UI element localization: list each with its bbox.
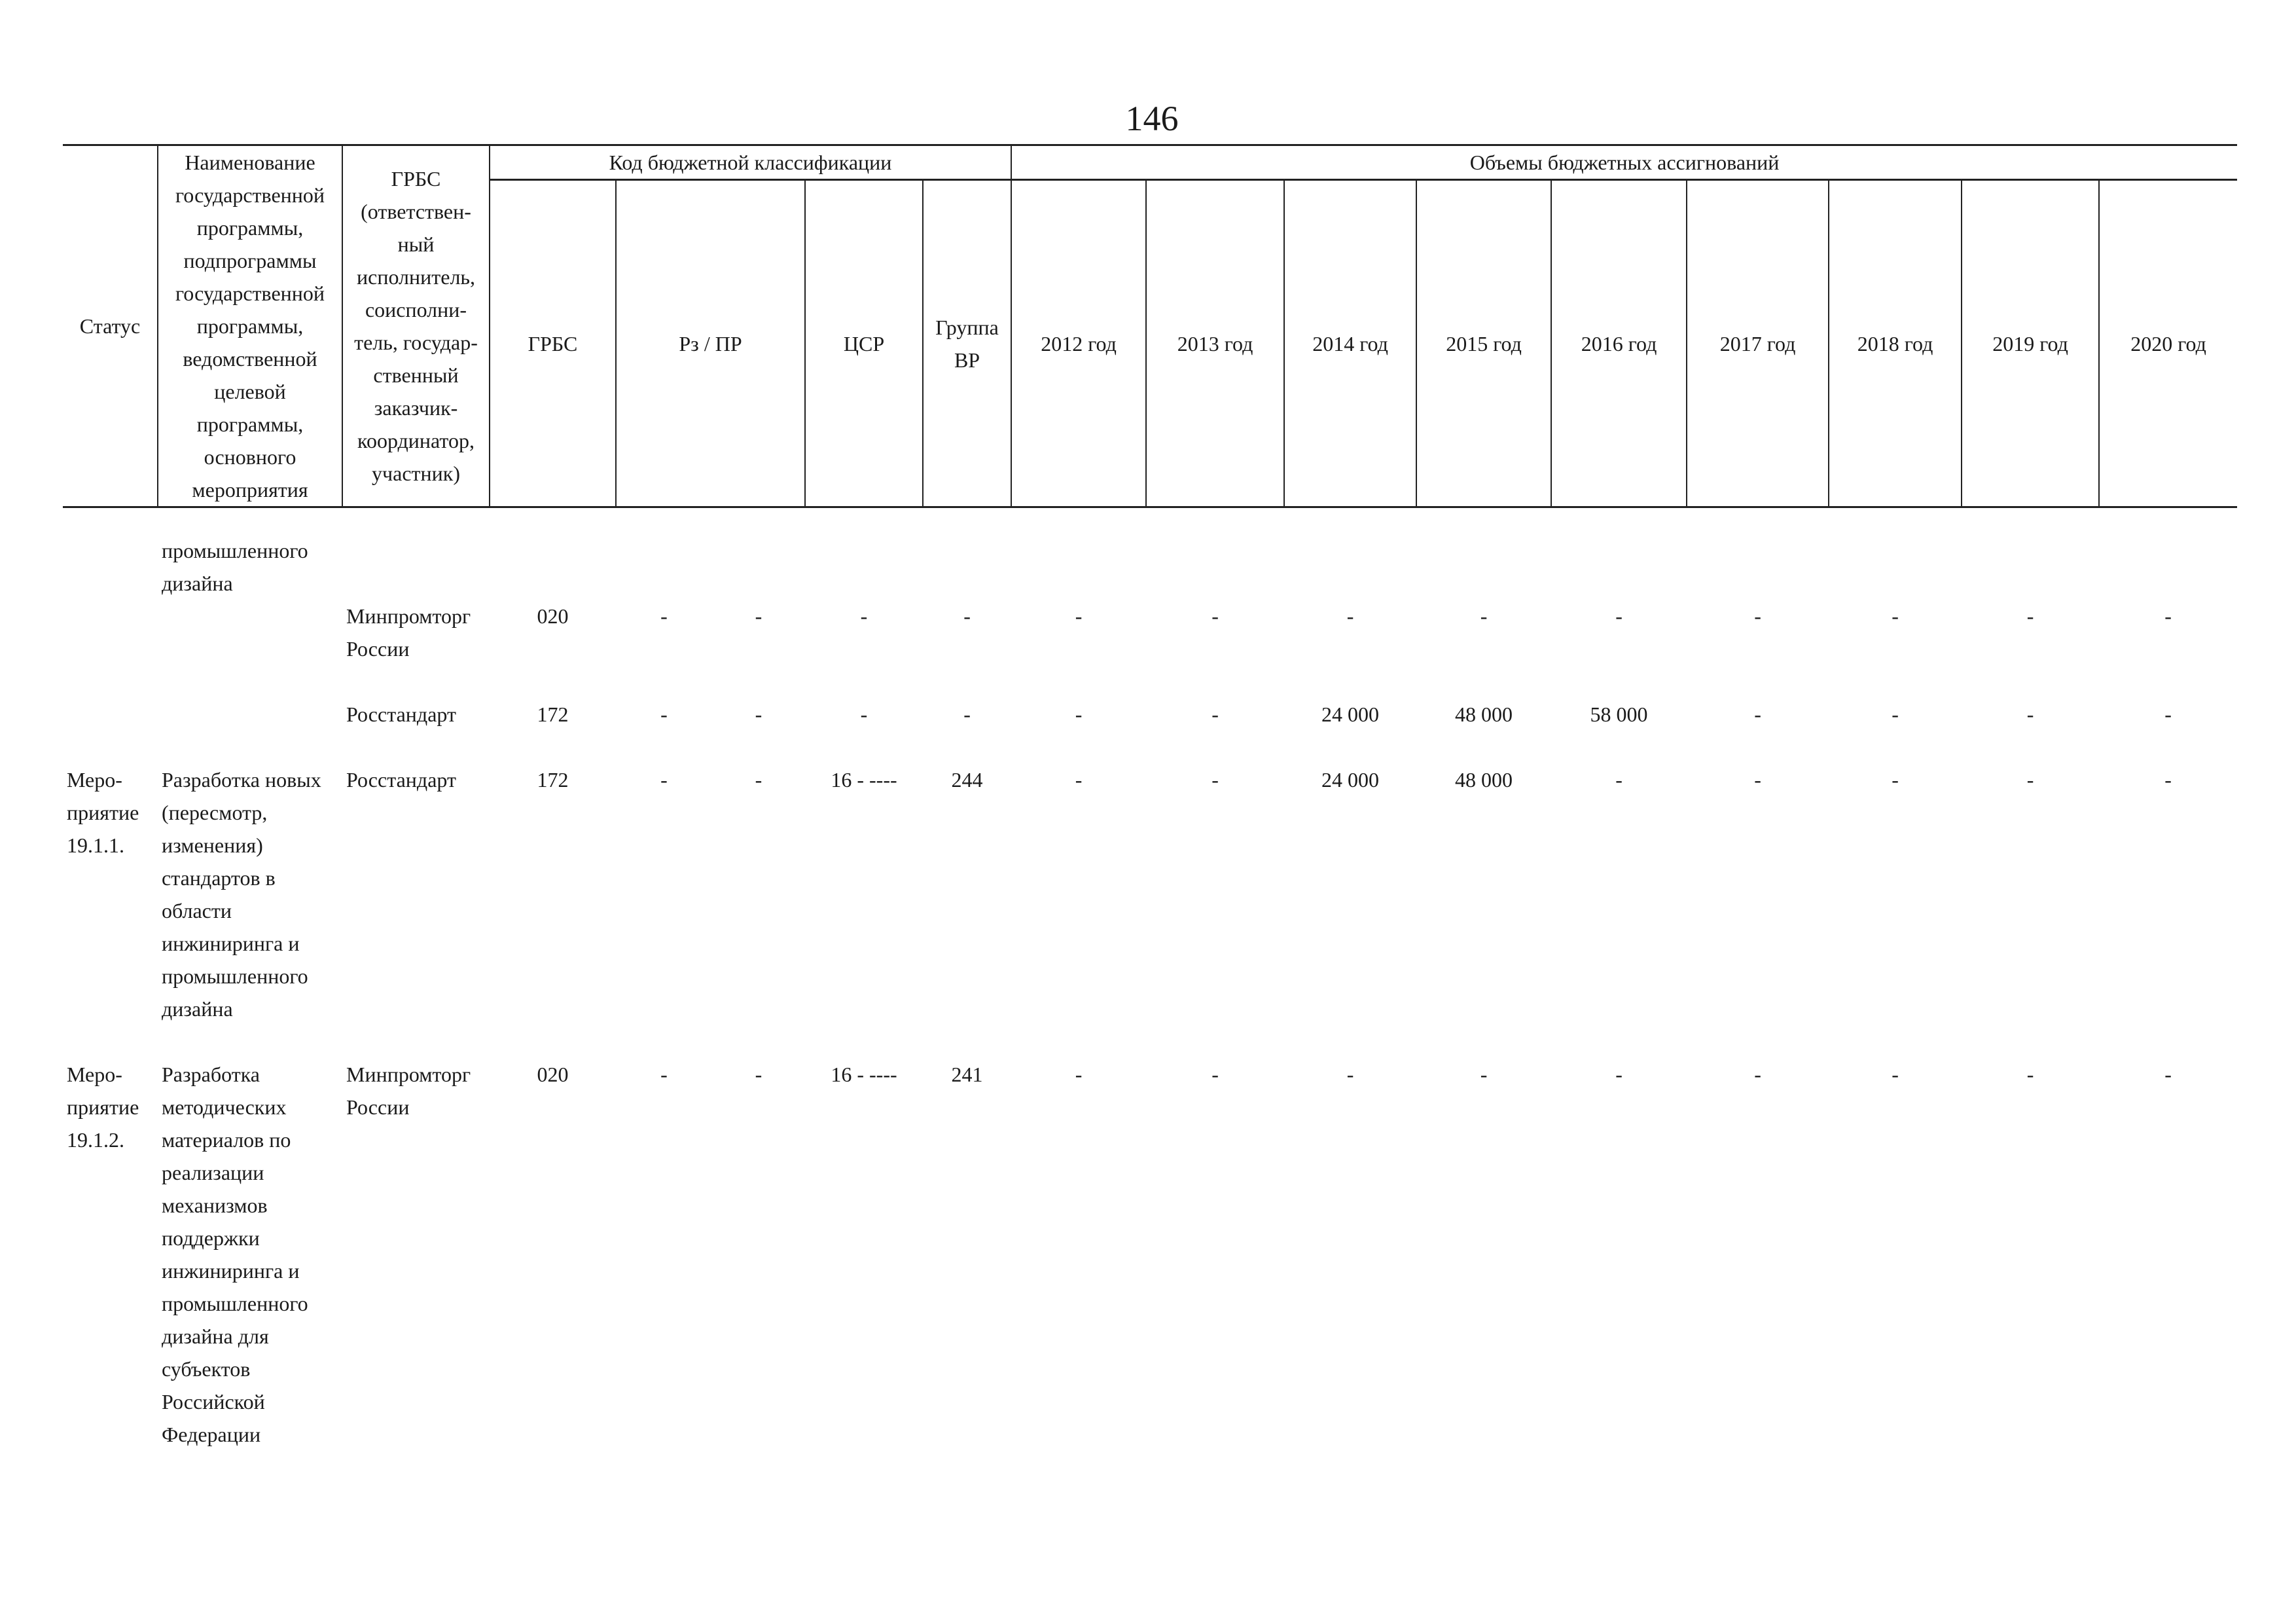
- cell-year: [1416, 534, 1551, 600]
- cell-vr: 241: [951, 1063, 983, 1086]
- header-rz-pr: Рз / ПР: [616, 180, 805, 507]
- header-year: 2018 год: [1829, 180, 1962, 507]
- cell-pr: [712, 534, 805, 600]
- cell-pr: -: [755, 1063, 762, 1086]
- cell-name: Разработка методических материалов по реализации механизмов поддержки инжиниринга и промышленного дизайна для субъектов Российской Федерации: [162, 1063, 308, 1446]
- header-year: 2019 год: [1962, 180, 2099, 507]
- cell-status: [63, 600, 158, 665]
- cell-year: -: [1892, 768, 1899, 792]
- cell-responsible: [342, 534, 490, 600]
- cell-year: [1829, 534, 1962, 600]
- cell-responsible: Минпромторг России: [346, 604, 471, 661]
- cell-year: -: [2026, 604, 2034, 628]
- cell-rz: -: [660, 604, 668, 628]
- page-number: 146: [1125, 99, 1179, 138]
- cell-year: [1687, 534, 1829, 600]
- header-year: 2017 год: [1687, 180, 1829, 507]
- header-year: 2013 год: [1146, 180, 1284, 507]
- cell-year: -: [1075, 1063, 1083, 1086]
- cell-responsible: Минпромторг России: [346, 1063, 471, 1119]
- cell-year: -: [1892, 702, 1899, 726]
- cell-year: -: [1211, 1063, 1219, 1086]
- cell-year: -: [1075, 702, 1083, 726]
- table-row: [63, 763, 2237, 1025]
- cell-year: -: [2164, 768, 2172, 792]
- cell-csr: -: [860, 702, 868, 726]
- cell-year: [1284, 534, 1416, 600]
- table-header: [63, 145, 2237, 507]
- table-row: [63, 1058, 2237, 1451]
- table-row: [63, 600, 2237, 665]
- cell-year: -: [2164, 1063, 2172, 1086]
- cell-vr: -: [963, 702, 971, 726]
- cell-year: -: [1211, 702, 1219, 726]
- cell-year: -: [1615, 604, 1623, 628]
- cell-year: -: [1615, 768, 1623, 792]
- cell-pr: -: [755, 604, 762, 628]
- cell-csr: 16 - ----: [831, 768, 897, 792]
- header-volume-group: Объемы бюджетных ассигнований: [1011, 145, 2237, 180]
- header-status: Статус: [63, 145, 158, 507]
- cell-year: -: [2164, 702, 2172, 726]
- cell-year: -: [1892, 604, 1899, 628]
- header-year: 2012 год: [1011, 180, 1146, 507]
- budget-table: [63, 144, 2237, 1451]
- cell-year: -: [2026, 768, 2034, 792]
- cell-grbs: 020: [537, 604, 569, 628]
- header-code-group: Код бюджетной классификации: [490, 145, 1011, 180]
- cell-vr: -: [963, 604, 971, 628]
- table-row: [63, 698, 2237, 731]
- table-body: [63, 507, 2237, 1451]
- cell-year: -: [1346, 1063, 1354, 1086]
- cell-year: -: [2164, 604, 2172, 628]
- cell-grbs: [490, 534, 616, 600]
- cell-csr: [805, 534, 923, 600]
- cell-grbs: 172: [537, 768, 569, 792]
- cell-year: [1551, 534, 1687, 600]
- header-year: 2015 год: [1416, 180, 1551, 507]
- cell-year: -: [1892, 1063, 1899, 1086]
- cell-name: промышленного дизайна: [162, 539, 308, 595]
- table-row: [63, 534, 2237, 600]
- header-grbs-full: ГРБС (ответствен-ный исполнитель, соисполни-тель, государ-ственный заказчик-координатор, участник): [342, 145, 490, 507]
- cell-year: -: [2026, 702, 2034, 726]
- cell-status: [63, 534, 158, 600]
- cell-status: [63, 698, 158, 731]
- cell-year: -: [1211, 604, 1219, 628]
- cell-year: 24 000: [1321, 702, 1380, 726]
- cell-year: [1146, 534, 1284, 600]
- cell-year: 48 000: [1455, 768, 1513, 792]
- header-year: 2014 год: [1284, 180, 1416, 507]
- header-year: 2016 год: [1551, 180, 1687, 507]
- cell-name: [158, 698, 342, 731]
- cell-year: [1011, 534, 1146, 600]
- cell-pr: -: [755, 702, 762, 726]
- cell-csr: -: [860, 604, 868, 628]
- header-vr: Группа ВР: [923, 180, 1011, 507]
- cell-year: -: [1075, 604, 1083, 628]
- header-year: 2020 год: [2099, 180, 2237, 507]
- cell-responsible: Росстандарт: [346, 768, 456, 792]
- cell-rz: -: [660, 768, 668, 792]
- cell-year: -: [1754, 768, 1761, 792]
- cell-rz: -: [660, 1063, 668, 1086]
- header-name: Наименование государственной программы, подпрограммы государственной программы, ведомственной целевой программы, основного мероприятия: [158, 145, 342, 507]
- cell-status: Меро-приятие 19.1.2.: [67, 1063, 139, 1152]
- cell-name: [158, 600, 342, 665]
- cell-year: -: [2026, 1063, 2034, 1086]
- header-csr: ЦСР: [805, 180, 923, 507]
- cell-responsible: Росстандарт: [346, 702, 456, 726]
- cell-year: 24 000: [1321, 768, 1380, 792]
- cell-vr: [923, 534, 1011, 600]
- cell-year: -: [1480, 1063, 1488, 1086]
- cell-grbs: 172: [537, 702, 569, 726]
- cell-csr: 16 - ----: [831, 1063, 897, 1086]
- cell-year: -: [1346, 604, 1354, 628]
- cell-vr: 244: [951, 768, 983, 792]
- cell-year: -: [1615, 1063, 1623, 1086]
- cell-pr: -: [755, 768, 762, 792]
- cell-year: -: [1480, 604, 1488, 628]
- header-grbs: ГРБС: [490, 180, 616, 507]
- cell-grbs: 020: [537, 1063, 569, 1086]
- cell-year: -: [1754, 604, 1761, 628]
- cell-year: [1962, 534, 2099, 600]
- cell-rz: [616, 534, 712, 600]
- cell-year: -: [1754, 1063, 1761, 1086]
- cell-year: -: [1754, 702, 1761, 726]
- cell-year: -: [1211, 768, 1219, 792]
- cell-year: 48 000: [1455, 702, 1513, 726]
- cell-rz: -: [660, 702, 668, 726]
- cell-year: [2099, 534, 2237, 600]
- cell-status: Меро-приятие 19.1.1.: [67, 768, 139, 857]
- cell-name: Разработка новых (пересмотр, изменения) стандартов в области инжиниринга и промышленного дизайна: [162, 768, 321, 1021]
- cell-year: -: [1075, 768, 1083, 792]
- cell-year: 58 000: [1590, 702, 1648, 726]
